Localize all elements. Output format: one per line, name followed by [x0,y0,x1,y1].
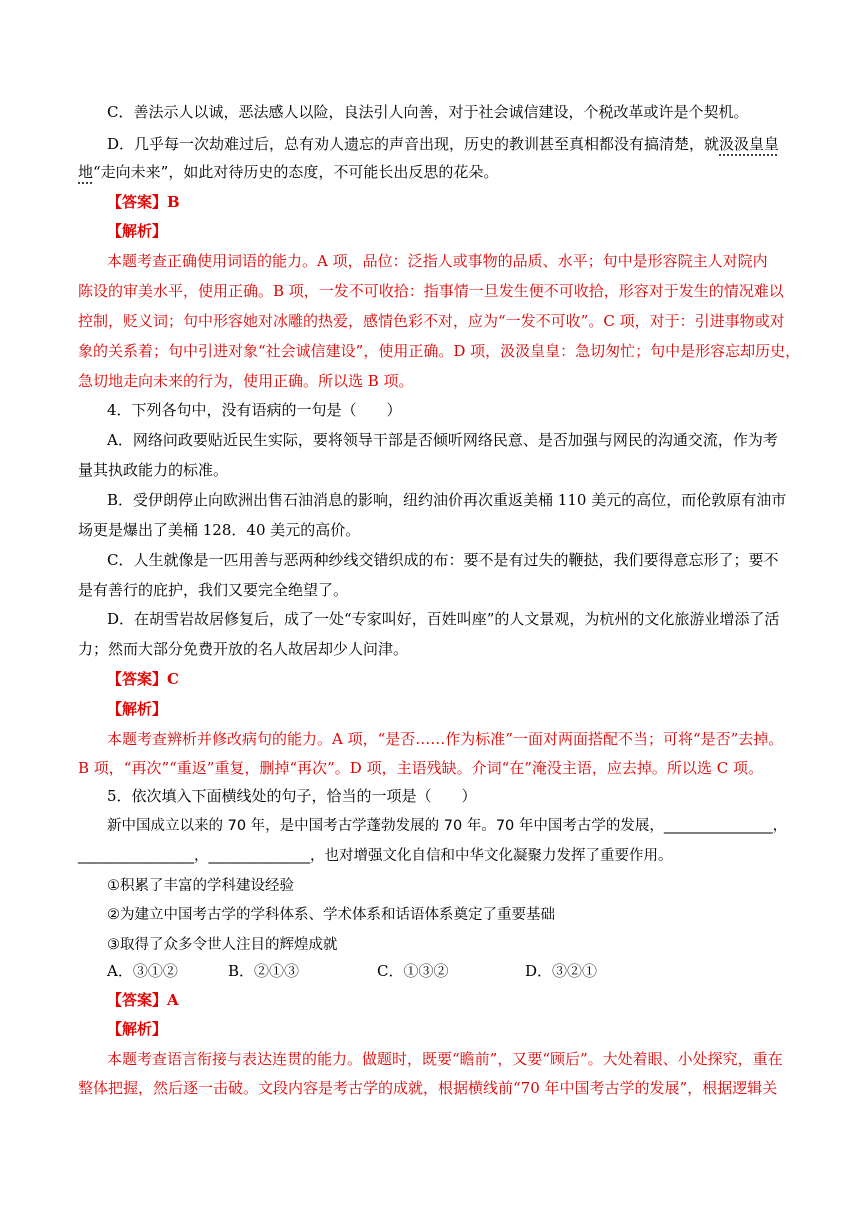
answer-label: 【答案】 [107,193,168,211]
analysis-line: 整体把握，然后逐一击破。文段内容是考古学的成就，根据横线前“70 年中国考古学的发展”，根据逻辑关 [78,1079,778,1097]
answer-row-3 [107,192,180,212]
option-b-line: 场更是爆出了美桶 128．40 美元的高价。 [78,521,361,539]
sentence-2: ②为建立中国考古学的学科体系、学术体系和话语体系奠定了重要基础 [107,907,555,923]
emphasis-dotted-word [719,135,779,153]
option-d-line-2 [78,162,498,182]
question-4-stem: 4．下列各句中，没有语病的一句是（ ） [107,401,402,419]
passage-line: ________________，______________，也对增强文化自信和中华文化凝聚力发挥了重要作用。 [78,848,673,864]
choice-a: A．③①② [107,962,178,980]
analysis-line: 控制，贬义词；句中形容她对冰雕的热爱，感情色彩不对，应为“一发不可收”。C 项，对于：引进事物或对 [78,312,785,330]
choice-row [107,961,597,981]
option-a-line: A．网络问政要贴近民生实际，要将领导干部是否倾听网络民意、是否加强与网民的沟通交流，作为考 [107,431,778,449]
analysis-line: 本题考查正确使用词语的能力。A 项，品位：泛指人或事物的品质、水平；句中是形容院主人对院内 [107,252,768,270]
analysis-label-4 [107,699,167,719]
passage-line: 新中国成立以来的 70 年，是中国考古学蓬勃发展的 70 年。70 年中国考古学的发展，_______________， [107,818,788,834]
option-d-text-cont: “走向未来”，如此对待历史的态度，不可能长出反思的花朵。 [93,163,499,181]
option-d-line: 力；然而大部分免费开放的名人故居却少人问津。 [78,640,409,658]
answer-row-4 [107,669,179,689]
option-d-line-1 [107,134,779,154]
sentence-1: ①积累了丰富的学科建设经验 [107,878,294,894]
analysis-label-5 [107,1019,167,1039]
analysis-label: 【解析】 [107,700,168,718]
analysis-line: 象的关系着；句中引进对象“社会诚信建设”，使用正确。D 项，汲汲皇皇：急切匆忙；句中是形容忘却历史， [78,342,801,360]
answer-value: C [167,670,179,688]
choice-b: B．②①③ [228,962,300,980]
option-c-line: C．善法示人以诚，恶法感人以险，良法引人向善，对于社会诚信建设，个税改革或许是个契机。 [107,103,749,121]
analysis-line: 急切地走向未来的行为，使用正确。所以选 B 项。 [78,372,414,390]
answer-label: 【答案】 [107,670,168,688]
answer-value: A [167,991,179,1009]
analysis-line: B 项，“再次”“重返”重复，删掉“再次”。D 项，主语残缺。介词“在”淹没主语，应去掉。所以选 C 项。 [78,759,763,777]
sentence-3: ③取得了众多令世人注目的辉煌成就 [107,937,338,953]
answer-label: 【答案】 [107,991,168,1009]
option-c-line: C．人生就像是一匹用善与恶两种纱线交错织成的布：要不是有过失的鞭挞，我们要得意忘形了；要不 [107,551,779,569]
analysis-line: 本题考查语言衔接与表达连贯的能力。做题时，既要“瞻前”，又要“顾后”。大处着眼、小处探究，重在 [107,1050,783,1068]
dotted-term: 汲汲皇皇 [719,135,780,153]
option-d-text: D．几乎每一次劫难过后，总有劝人遗忘的声音出现，历史的教训甚至真相都没有搞清楚，就 [107,135,720,153]
option-a-line: 量其执政能力的标准。 [78,461,229,479]
option-c-line: 是有善行的庇护，我们又要完全绝望了。 [78,581,349,599]
analysis-label: 【解析】 [107,222,168,240]
choice-d: D．③②① [525,962,598,980]
answer-row-5 [107,990,179,1010]
analysis-label: 【解析】 [107,1020,168,1038]
analysis-line: 陈设的审美水平，使用正确。B 项，一发不可收拾：指事情一旦发生便不可收拾，形容对于发生的情况难以 [78,282,784,300]
choice-c: C．①③② [377,962,449,980]
analysis-line: 本题考查辨析并修改病句的能力。A 项，“是否……作为标准”一面对两面搭配不当；可将“是否”去掉。 [107,730,784,748]
option-d-line: D．在胡雪岩故居修复后，成了一处“专家叫好，百姓叫座”的人文景观，为杭州的文化旅游业增添了活 [107,610,780,628]
dotted-char: 地 [78,163,94,181]
question-5-stem: 5．依次填入下面横线处的句子，恰当的一项是（ ） [107,787,477,805]
answer-value: B [167,193,180,211]
option-b-line: B．受伊朗停止向欧洲出售石油消息的影响，纽约油价再次重返美桶 110 美元的高位，而伦敦原有油市 [107,491,787,509]
analysis-label-3 [107,221,167,241]
